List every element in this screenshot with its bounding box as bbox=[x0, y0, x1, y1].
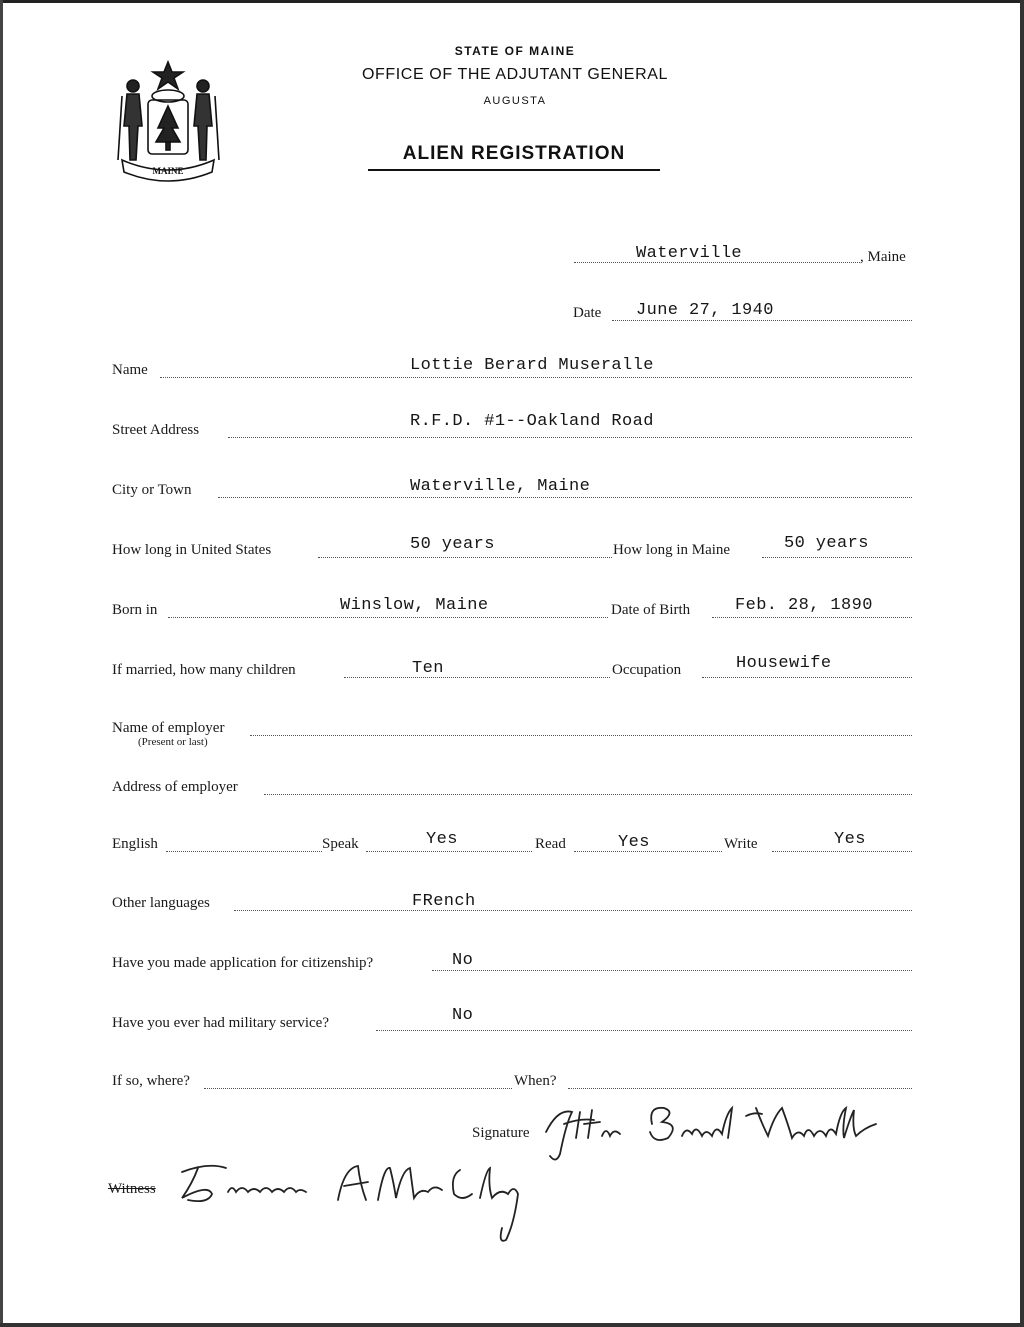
other-languages-value: FRench bbox=[412, 892, 476, 911]
maine-state-seal-icon bbox=[112, 56, 224, 182]
born-in-line bbox=[168, 617, 608, 618]
speak-value: Yes bbox=[426, 830, 458, 849]
date-of-birth-value: Feb. 28, 1890 bbox=[735, 596, 873, 615]
speak-label: Speak bbox=[322, 836, 359, 852]
occupation-line bbox=[702, 677, 912, 678]
employer-name-line bbox=[250, 735, 912, 736]
scan-border-left bbox=[0, 0, 3, 1327]
employer-address-line bbox=[264, 794, 912, 795]
children-label: If married, how many children bbox=[112, 662, 296, 678]
citizenship-value: No bbox=[452, 951, 474, 970]
name-line bbox=[160, 377, 912, 378]
city-label: City or Town bbox=[112, 482, 192, 498]
how-long-us-label: How long in United States bbox=[112, 542, 272, 558]
signature-handwriting bbox=[536, 1094, 916, 1164]
header-city: AUGUSTA bbox=[483, 95, 547, 107]
military-value: No bbox=[452, 1006, 474, 1025]
occupation-label: Occupation bbox=[612, 662, 682, 678]
write-label: Write bbox=[724, 836, 758, 852]
when-line bbox=[568, 1088, 912, 1089]
street-address-value: R.F.D. #1--Oakland Road bbox=[410, 412, 654, 431]
employer-name-label: Name of employer bbox=[112, 720, 225, 736]
military-line bbox=[376, 1030, 912, 1031]
date-line bbox=[612, 320, 912, 321]
witness-handwriting bbox=[168, 1154, 528, 1250]
how-long-maine-line bbox=[762, 557, 912, 558]
where-label: If so, where? bbox=[112, 1073, 190, 1089]
other-languages-label: Other languages bbox=[112, 895, 210, 911]
name-value: Lottie Berard Museralle bbox=[410, 356, 654, 375]
read-value: Yes bbox=[618, 833, 650, 852]
signature-label: Signature bbox=[472, 1125, 530, 1141]
date-label: Date bbox=[573, 305, 602, 321]
how-long-maine-label: How long in Maine bbox=[613, 542, 731, 558]
occupation-value: Housewife bbox=[736, 654, 832, 673]
scan-border-bottom bbox=[0, 1323, 1024, 1327]
citizenship-label: Have you made application for citizenship? bbox=[112, 955, 374, 971]
children-value: Ten bbox=[412, 659, 444, 678]
military-label: Have you ever had military service? bbox=[112, 1015, 329, 1031]
witness-label: Witness bbox=[108, 1181, 156, 1197]
employer-name-sublabel: (Present or last) bbox=[138, 736, 208, 748]
children-line bbox=[344, 677, 610, 678]
how-long-us-value: 50 years bbox=[410, 535, 495, 554]
city-value: Waterville, Maine bbox=[410, 477, 591, 496]
street-address-line bbox=[228, 437, 912, 438]
speak-line bbox=[366, 851, 532, 852]
date-of-birth-line bbox=[712, 617, 912, 618]
name-label: Name bbox=[112, 362, 148, 378]
write-line bbox=[772, 851, 912, 852]
seal-motto: MAINE bbox=[152, 166, 184, 176]
english-line bbox=[166, 851, 322, 852]
place-value: Waterville bbox=[636, 244, 743, 263]
english-label: English bbox=[112, 836, 158, 852]
how-long-us-line bbox=[318, 557, 612, 558]
born-in-label: Born in bbox=[112, 602, 158, 618]
scan-border-right bbox=[1020, 0, 1024, 1327]
city-line bbox=[218, 497, 912, 498]
write-value: Yes bbox=[834, 830, 866, 849]
date-value: June 27, 1940 bbox=[636, 301, 774, 320]
place-suffix: , Maine bbox=[860, 249, 906, 265]
employer-address-label: Address of employer bbox=[112, 779, 238, 795]
header-state: STATE OF MAINE bbox=[454, 44, 576, 58]
signature-text: Lottie Berard Museralle bbox=[736, 1160, 746, 1161]
header-office: OFFICE OF THE ADJUTANT GENERAL bbox=[361, 66, 669, 83]
scan-border-top bbox=[0, 0, 1024, 3]
form-title: ALIEN REGISTRATION bbox=[368, 143, 660, 171]
other-languages-line bbox=[234, 910, 912, 911]
witness-text: Frances A. McClay bbox=[348, 1248, 356, 1249]
when-label: When? bbox=[514, 1073, 557, 1089]
born-in-value: Winslow, Maine bbox=[340, 596, 489, 615]
date-of-birth-label: Date of Birth bbox=[611, 602, 691, 618]
how-long-maine-value: 50 years bbox=[784, 534, 869, 553]
read-label: Read bbox=[535, 836, 566, 852]
citizenship-line bbox=[432, 970, 912, 971]
street-address-label: Street Address bbox=[112, 422, 200, 438]
where-line bbox=[204, 1088, 512, 1089]
